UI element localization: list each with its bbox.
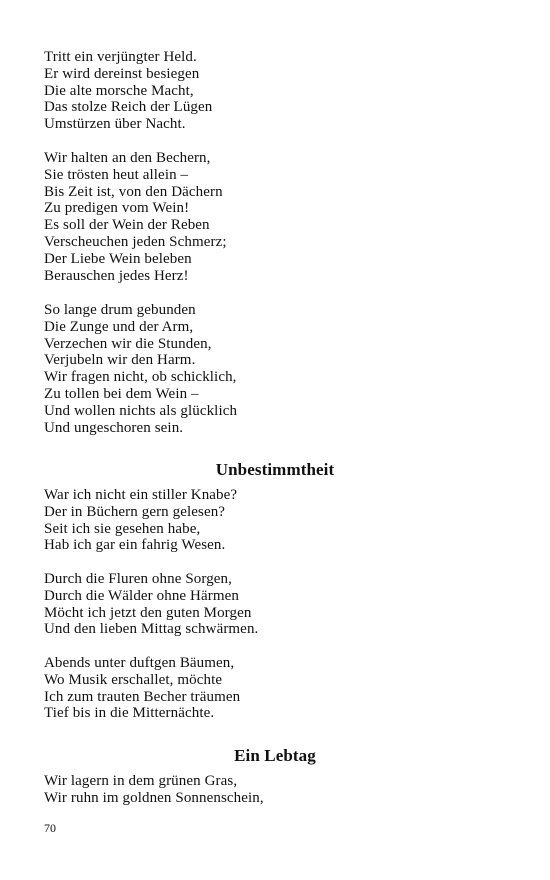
verse-line: Wir lagern in dem grünen Gras,: [44, 773, 238, 789]
verse-line: Bis Zeit ist, von den Dächern: [44, 183, 223, 200]
verse-line: Wo Musik erschallet, möchte: [44, 671, 223, 688]
verse-line: Der in Büchern gern gelesen?: [44, 503, 226, 520]
verse-line: Zu tollen bei dem Wein –: [44, 385, 199, 402]
verse-line: Zu predigen vom Wein!: [44, 200, 190, 217]
verse-line: Wir ruhn im goldnen Sonnenschein,: [44, 789, 264, 806]
verse-line: Durch die Fluren ohne Sorgen,: [44, 571, 233, 587]
stanza: [44, 655, 504, 722]
verse-line: Verzechen wir die Stunden,: [44, 335, 212, 352]
verse-line: Seit ich sie gesehen habe,: [44, 520, 201, 537]
page-number: 70: [44, 821, 56, 835]
verse-line: So lange drum gebunden: [44, 302, 196, 318]
verse-line: Berauschen jedes Herz!: [44, 267, 189, 284]
verse-line: Das stolze Reich der Lügen: [44, 99, 213, 116]
stanza: [44, 49, 504, 133]
poem-title: Unbestimmtheit: [215, 460, 335, 479]
stanza: [44, 773, 504, 807]
verse-line: Durch die Wälder ohne Härmen: [44, 587, 239, 604]
verse-line: Und wollen nichts als glücklich: [44, 402, 238, 419]
verse-line: War ich nicht ein stiller Knabe?: [44, 487, 238, 503]
verse-line: Möcht ich jetzt den guten Morgen: [44, 604, 252, 621]
verse-line: Und ungeschoren sein.: [44, 419, 184, 436]
stanza: [44, 487, 504, 554]
verse-line: Und den lieben Mittag schwärmen.: [44, 621, 259, 638]
verse-line: Wir halten an den Bechern,: [44, 150, 211, 166]
verse-line: Verscheuchen jeden Schmerz;: [44, 233, 227, 250]
stanza: [44, 302, 504, 436]
verse-line: Die Zunge und der Arm,: [44, 318, 194, 335]
verse-line: Er wird dereinst besiegen: [44, 65, 200, 82]
verse-line: Es soll der Wein der Reben: [44, 217, 210, 234]
poem-title: Ein Lebtag: [234, 746, 316, 765]
verse-line: Umstürzen über Nacht.: [44, 116, 186, 133]
stanza: [44, 571, 504, 638]
verse-line: Die alte morsche Macht,: [44, 82, 194, 99]
verse-line: Sie trösten heut allein –: [44, 166, 189, 183]
verse-line: Tritt ein verjüngter Held.: [44, 49, 197, 65]
verse-line: Der Liebe Wein beleben: [44, 250, 192, 267]
verse-line: Tief bis in die Mitternächte.: [44, 705, 215, 722]
verse-line: Wir fragen nicht, ob schicklich,: [44, 369, 237, 386]
verse-line: Abends unter duftgen Bäumen,: [44, 655, 235, 671]
verse-line: Ich zum trauten Becher träumen: [44, 688, 241, 705]
verse-line: Verjubeln wir den Harm.: [44, 352, 196, 369]
verse-line: Hab ich gar ein fahrig Wesen.: [44, 537, 226, 554]
stanza: [44, 150, 504, 284]
